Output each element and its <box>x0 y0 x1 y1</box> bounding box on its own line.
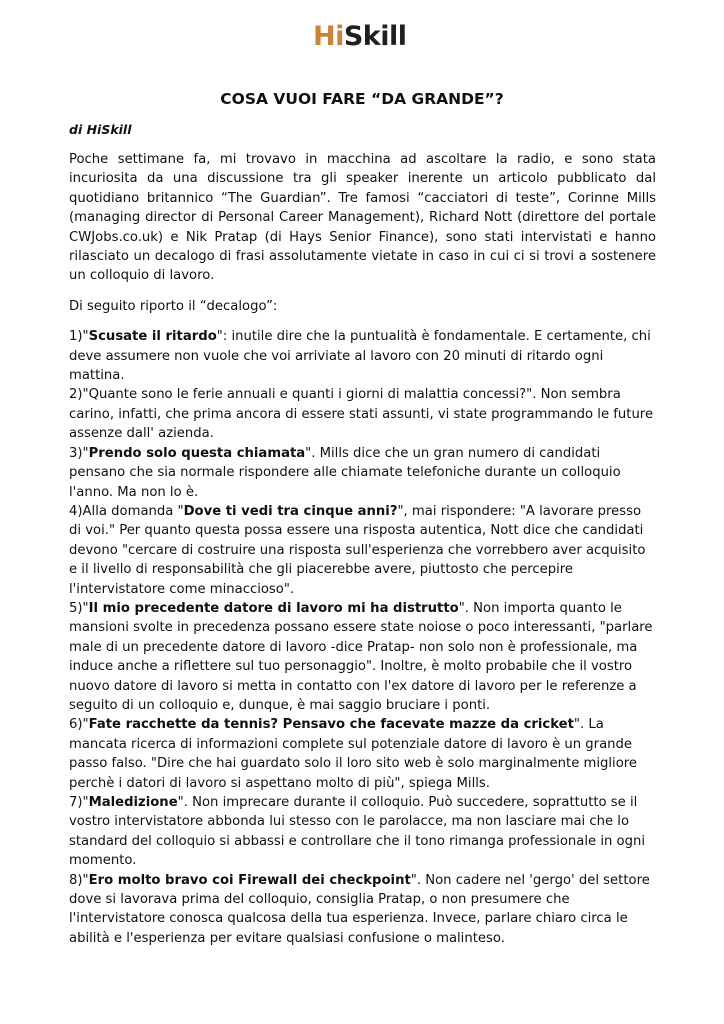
hiskill-logo <box>313 20 407 54</box>
decalogue-item: 8)"Ero molto bravo coi Firewall dei checkpoint". Non cadere nel 'gergo' del settore dove si lavorava prima del colloquio, consiglia Pratap, o non presumere che l'intervistatore conosca qualcosa della tua esperienza. Invece, parlare chiaro circa le abilità e l'esperienza per evitare qualsiasi confusione o malinteso. <box>69 872 650 946</box>
logo-skill: Skill <box>343 21 407 52</box>
decalogue-item: 4)Alla domanda "Dove ti vedi tra cinque anni?", mai rispondere: "A lavorare presso di voi." Per quanto questa possa essere una risposta autentica, Nott dice che candidati devono "cercare di costruire una risposta sull'esperienza che vorrebbero aver acquisito e il livello di responsabilità che gli piacerebbe avere, piuttosto che percepire l'intervistatore come minaccioso". <box>69 503 646 597</box>
document-title: COSA VUOI FARE “DA GRANDE”? <box>220 90 504 108</box>
decalogue-item: 3)"Prendo solo questa chiamata". Mills dice che un gran numero di candidati pensano che sia normale rispondere alle chiamate telefoniche durante un colloquio l'anno. Ma non lo è. <box>69 445 621 500</box>
decalogue-item: 5)"Il mio precedente datore di lavoro mi ha distrutto". Non importa quanto le mansioni svolte in precedenza possano essere state noiose o poco interessanti, "parlare male di un precedente datore di lavoro -dice Pratap- non solo non è professionale, ma induce anche a riflettere sul tuo personaggio". Inoltre, è molto probabile che il vostro nuovo datore di lavoro si metta in contatto con l'ex datore di lavoro per le referenze a seguito di un colloquio e, dunque, è mai saggio bruciare i ponti. <box>69 600 653 713</box>
decalogue-item: 2)"Quante sono le ferie annuali e quanti i giorni di malattia concessi?". Non sembra carino, infatti, che prima ancora di essere stati assunti, vi state programmando le future assenze dall' azienda. <box>69 387 654 442</box>
logo-hi: Hi <box>313 21 344 52</box>
lead-paragraph: Di seguito riporto il “decalogo”: <box>69 298 278 314</box>
intro-paragraph: Poche settimane fa, mi trovavo in macchina ad ascoltare la radio, e sono stata incuriosita da una discussione tra gli speaker inerente un articolo pubblicato dal quotidiano britannico “The Guardian”. Tre famosi “cacciatori di teste”, Corinne Mills (managing director di Personal Career Management), Richard Nott (direttore del portale CWJobs.co.uk) e Nik Pratap (di Hays Senior Finance), sono stati intervistati e hanno rilasciato un decalogo di frasi assolutamente vietate in caso in cui ci si trovi a sostenere un colloquio di lavoro. <box>69 152 656 284</box>
decalogue-item: 6)"Fate racchette da tennis? Pensavo che facevate mazze da cricket". La mancata ricerca di informazioni complete sul potenziale datore di lavoro è un grande passo falso. "Dire che hai guardato solo il loro sito web è solo marginalmente migliore perchè i datori di lavoro si aspettano molto di più", spiega Mills. <box>69 717 638 791</box>
decalogue-item: 7)"Maledizione". Non imprecare durante il colloquio. Può succedere, soprattutto se il vostro intervistatore abbonda lui stesso con le parolacce, ma non lasciare mai che lo standard del colloquio si abbassi e controllare che il tono rimanga professionale in ogni momento. <box>69 795 646 869</box>
decalogue-list <box>69 327 656 948</box>
article-body <box>69 150 656 948</box>
decalogue-item: 1)"Scusate il ritardo": inutile dire che la puntualità è fondamentale. E certamente, chi deve assumere non vuole che voi arriviate al lavoro con 20 minuti di ritardo ogni mattina. <box>69 329 651 384</box>
byline: di HiSkill <box>69 122 132 137</box>
